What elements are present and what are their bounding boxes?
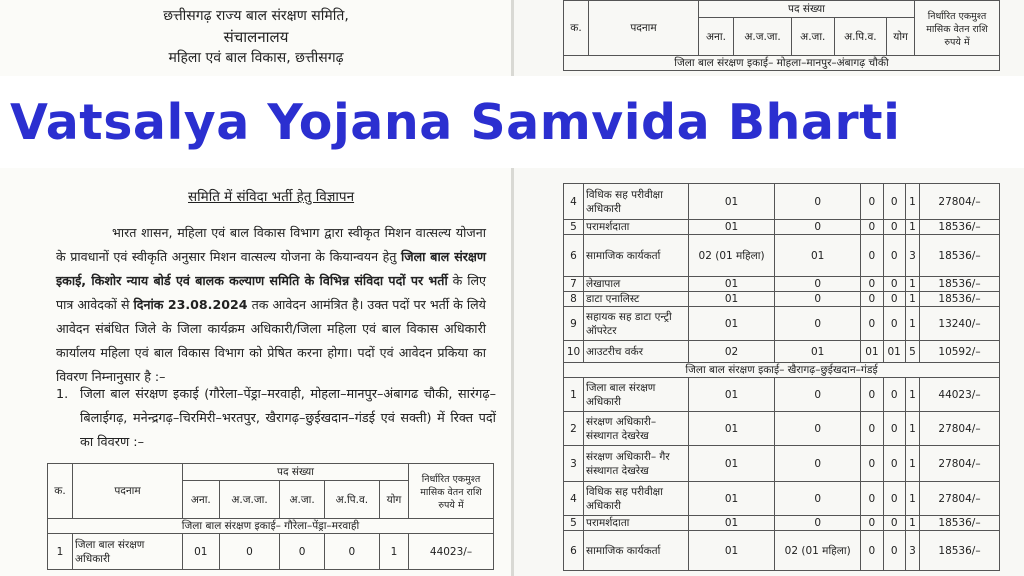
table-row [564, 184, 1000, 220]
cell-post: जिला बाल संरक्षण अधिकारी [73, 534, 183, 570]
cell-ana: 01 [183, 534, 220, 570]
para-text-2: के लिए पात्र आवेदकों से [56, 273, 486, 312]
cell-ajja: 0 [775, 220, 861, 235]
cell-apiv: 0 [883, 292, 905, 307]
col-apiv: अ.पि.व. [834, 18, 887, 56]
cell-total: 3 [905, 531, 919, 571]
col-ajja: अ.ज.जा. [734, 18, 792, 56]
cell-salary: 13240/– [920, 307, 1000, 341]
cell-total: 1 [379, 534, 408, 570]
col-aja: अ.जा. [792, 18, 834, 56]
cell-ajja: 0 [775, 277, 861, 292]
cell-post: संरक्षण अधिकारी– संस्थागत देखरेख [584, 412, 689, 446]
cell-post: लेखापाल [584, 277, 689, 292]
cell-aja: 0 [861, 446, 883, 482]
cell-ana: 01 [689, 412, 775, 446]
cell-aja: 0 [280, 534, 324, 570]
right-vacancy-table [563, 183, 1000, 571]
cell-sno: 5 [564, 516, 584, 531]
table-section-title: जिला बाल संरक्षण इकाई– गौरेला–पेंड्रा–मरवाही [48, 519, 494, 534]
table-row [564, 516, 1000, 531]
table-row [564, 220, 1000, 235]
col-ana: अना. [699, 18, 734, 56]
cell-apiv: 0 [883, 516, 905, 531]
cell-aja: 0 [861, 516, 883, 531]
cell-apiv: 0 [883, 184, 905, 220]
cell-apiv: 0 [883, 482, 905, 516]
table-row [564, 412, 1000, 446]
cell-salary: 18536/– [920, 277, 1000, 292]
cell-ajja: 02 (01 महिला) [775, 531, 861, 571]
cell-aja: 0 [861, 220, 883, 235]
col-total: योग [887, 18, 915, 56]
banner-title: Vatsalya Yojana Samvida Bharti [10, 93, 901, 151]
cell-aja: 0 [861, 378, 883, 412]
list-text: जिला बाल संरक्षण इकाई (गौरेला–पेंड्रा–मरवाही, मोहला–मानपुर–अंबागढ चौकी, सारंगढ़–बिलाईगढ़, मनेन्द्रगढ़–चिरमिरी–भरतपुर, खैरागढ़–छुईखदान–गंडई एवं सक्ती) में रिक्त पदों का विवरण :– [80, 387, 496, 450]
table-section-title: जिला बाल संरक्षण इकाई– मोहला–मानपुर–अंबागढ़ चौकी [564, 56, 1000, 71]
cell-ana: 01 [689, 220, 775, 235]
cell-total: 1 [905, 482, 919, 516]
table-section-title: जिला बाल संरक्षण इकाई– खैरागढ़–छुईखदान–गंडई [564, 363, 1000, 378]
cell-ana: 02 [689, 341, 775, 363]
cell-salary: 18536/– [920, 516, 1000, 531]
right-table-header [563, 0, 1000, 71]
cell-ana: 01 [689, 292, 775, 307]
cell-aja: 0 [861, 292, 883, 307]
cell-salary: 27804/– [920, 446, 1000, 482]
cell-aja: 0 [861, 277, 883, 292]
table-row [564, 292, 1000, 307]
cell-total: 1 [905, 277, 919, 292]
cell-sno: 4 [564, 184, 584, 220]
cell-apiv: 0 [883, 412, 905, 446]
left-vacancy-table [47, 463, 494, 570]
cell-salary: 10592/– [920, 341, 1000, 363]
cell-total: 1 [905, 292, 919, 307]
cell-apiv: 0 [883, 378, 905, 412]
cell-total: 1 [905, 307, 919, 341]
col-sno: क. [564, 1, 589, 56]
cell-total: 1 [905, 378, 919, 412]
col-post: पदनाम [73, 464, 183, 519]
cell-total: 1 [905, 516, 919, 531]
para-bold-date: दिनांक 23.08.2024 [133, 297, 248, 312]
cell-apiv: 0 [883, 446, 905, 482]
col-sno: क. [48, 464, 73, 519]
cell-post: संरक्षण अधिकारी– गैर संस्थागत देखरेख [584, 446, 689, 482]
table-row [564, 277, 1000, 292]
cell-sno: 5 [564, 220, 584, 235]
cell-salary: 18536/– [920, 292, 1000, 307]
cell-ajja: 0 [775, 292, 861, 307]
cell-apiv: 0 [324, 534, 379, 570]
table-row [564, 235, 1000, 277]
cell-sno: 9 [564, 307, 584, 341]
title-banner [0, 76, 1024, 168]
col-salary: निर्धारित एकमुश्त मासिक वेतन राशि रुपये में [915, 1, 1000, 56]
cell-sno: 4 [564, 482, 584, 516]
col-ana: अना. [183, 481, 220, 519]
cell-ajja: 0 [775, 516, 861, 531]
cell-salary: 27804/– [920, 412, 1000, 446]
cell-sno: 10 [564, 341, 584, 363]
cell-aja: 01 [861, 341, 883, 363]
cell-ajja: 0 [775, 446, 861, 482]
cell-total: 1 [905, 220, 919, 235]
cell-post: डाटा एनालिस्ट [584, 292, 689, 307]
cell-aja: 0 [861, 531, 883, 571]
vacancy-list-item [56, 383, 496, 455]
cell-ajja: 0 [775, 482, 861, 516]
cell-aja: 0 [861, 184, 883, 220]
cell-aja: 0 [861, 307, 883, 341]
cell-sno: 1 [48, 534, 73, 570]
cell-ajja: 01 [775, 235, 861, 277]
cell-total: 5 [905, 341, 919, 363]
cell-post: परामर्शदाता [584, 220, 689, 235]
cell-ajja: 01 [775, 341, 861, 363]
cell-salary: 18536/– [920, 235, 1000, 277]
col-count: पद संख्या [183, 464, 409, 481]
cell-ajja: 0 [775, 412, 861, 446]
cell-post: आउटरीच वर्कर [584, 341, 689, 363]
cell-apiv: 0 [883, 277, 905, 292]
cell-salary: 18536/– [920, 531, 1000, 571]
header-line-1: छत्तीसगढ़ राज्य बाल संरक्षण समिति, [163, 8, 349, 24]
cell-aja: 0 [861, 412, 883, 446]
col-ajja: अ.ज.जा. [219, 481, 280, 519]
cell-ajja: 0 [219, 534, 280, 570]
cell-apiv: 01 [883, 341, 905, 363]
cell-sno: 6 [564, 531, 584, 571]
table-row [564, 378, 1000, 412]
cell-post: सहायक सह डाटा एन्ट्री ऑपरेटर [584, 307, 689, 341]
cell-aja: 0 [861, 482, 883, 516]
cell-apiv: 0 [883, 531, 905, 571]
cell-total: 1 [905, 412, 919, 446]
cell-ajja: 0 [775, 378, 861, 412]
table-row [564, 446, 1000, 482]
notice-title: समिति में संविदा भर्ती हेतु विज्ञापन [188, 189, 355, 205]
cell-ana: 01 [689, 531, 775, 571]
cell-ana: 01 [689, 446, 775, 482]
cell-ana: 01 [689, 378, 775, 412]
cell-ana: 01 [689, 277, 775, 292]
table-row [564, 341, 1000, 363]
cell-ajja: 0 [775, 184, 861, 220]
cell-ana: 01 [689, 184, 775, 220]
cell-sno: 2 [564, 412, 584, 446]
cell-ana: 01 [689, 307, 775, 341]
col-aja: अ.जा. [280, 481, 324, 519]
cell-sno: 3 [564, 446, 584, 482]
cell-apiv: 0 [883, 307, 905, 341]
cell-post: विधिक सह परीवीक्षा अधिकारी [584, 482, 689, 516]
cell-aja: 0 [861, 235, 883, 277]
col-apiv: अ.पि.व. [324, 481, 379, 519]
cell-post: सामाजिक कार्यकर्ता [584, 235, 689, 277]
cell-salary: 44023/– [409, 534, 494, 570]
cell-ana: 01 [689, 516, 775, 531]
cell-sno: 6 [564, 235, 584, 277]
table-row [564, 531, 1000, 571]
cell-ana: 02 (01 महिला) [689, 235, 775, 277]
cell-total: 3 [905, 235, 919, 277]
para-text-1: भारत शासन, महिला एवं बाल विकास विभाग द्वारा स्वीकृत मिशन वात्सल्य योजना के प्रावधानों एवं स्वीकृति अनुसार मिशन वात्सल्य योजना के कियान्वयन हेतु [56, 225, 486, 264]
col-total: योग [379, 481, 408, 519]
para-text-3: तक आवेदन आमंत्रित है। उक्त पदों पर भर्ती के लिये आवेदन संबंधित जिले के जिला कार्यक्रम अधिकारी/जिला महिला एवं बाल विकास अधिकारी कार्यालय महिला एवं बाल विकास विभाग को प्रेषित करना होगा। पदों एवं आवेदन प्रकिया का विवरण निम्नानुसार है :– [56, 297, 486, 384]
cell-ana: 01 [689, 482, 775, 516]
cell-apiv: 0 [883, 220, 905, 235]
cell-post: सामाजिक कार्यकर्ता [584, 531, 689, 571]
header-line-3: महिला एवं बाल विकास, छत्तीसगढ़ [168, 50, 344, 66]
cell-post: जिला बाल संरक्षण अधिकारी [584, 378, 689, 412]
cell-salary: 27804/– [920, 184, 1000, 220]
table-row [48, 534, 494, 570]
col-salary: निर्धारित एकमुश्त मासिक वेतन राशि रुपये में [409, 464, 494, 519]
col-post: पदनाम [589, 1, 699, 56]
list-number: 1. [56, 387, 69, 402]
cell-total: 1 [905, 446, 919, 482]
table-row [564, 482, 1000, 516]
cell-sno: 7 [564, 277, 584, 292]
cell-salary: 27804/– [920, 482, 1000, 516]
cell-salary: 44023/– [920, 378, 1000, 412]
col-count: पद संख्या [699, 1, 915, 18]
cell-sno: 8 [564, 292, 584, 307]
cell-apiv: 0 [883, 235, 905, 277]
cell-post: परामर्शदाता [584, 516, 689, 531]
cell-sno: 1 [564, 378, 584, 412]
cell-post: विधिक सह परीवीक्षा अधिकारी [584, 184, 689, 220]
cell-total: 1 [905, 184, 919, 220]
header-line-2: संचालनालय [223, 28, 289, 46]
table-row [564, 307, 1000, 341]
cell-salary: 18536/– [920, 220, 1000, 235]
notice-paragraph [56, 221, 486, 389]
para-bold-1: जिला बाल संरक्षण इकाई, किशोर न्याय बोर्ड एवं बालक कल्याण समिति के विभिन्न संविदा पदों पर भर्ती [56, 249, 486, 288]
cell-ajja: 0 [775, 307, 861, 341]
